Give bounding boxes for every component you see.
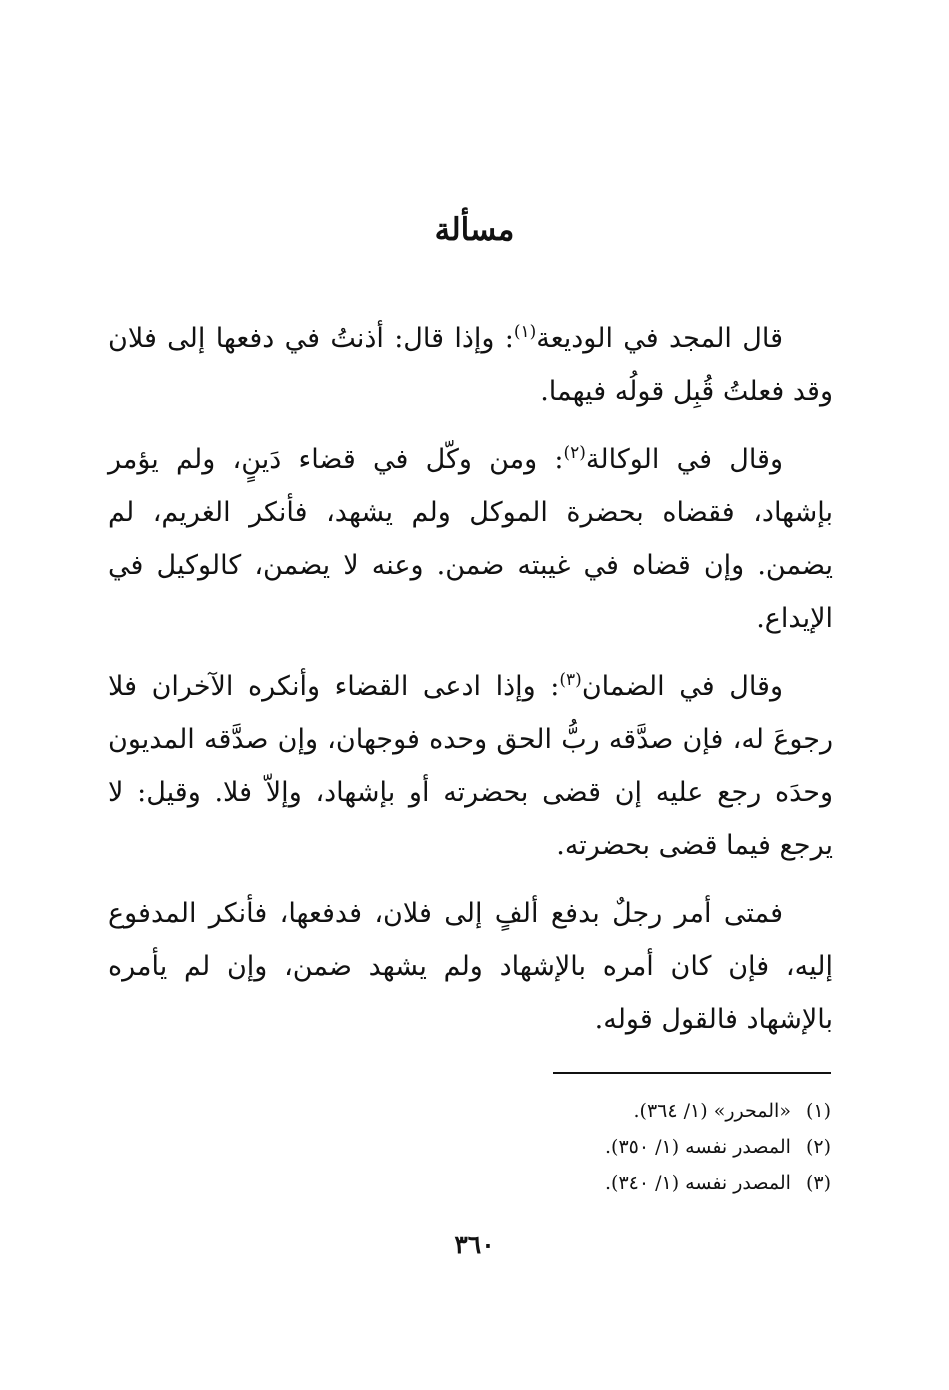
paragraph-wakalah	[108, 433, 833, 645]
paragraph-text: : ومن وكّل في قضاء دَينٍ، ولم يؤمر بإشهاد، فقضاه بحضرة الموكل ولم يشهد، فأنكر الغريم، لم يضمن. وإن قضاه في غيبته ضمن. وعنه لا يضمن، كالوكيل في الإيداع.	[108, 444, 833, 634]
footnote-number: (٣)	[805, 1172, 831, 1194]
footnote-marker-3[interactable]: (٣)	[559, 670, 582, 690]
footnote-marker-1[interactable]: (١)	[513, 322, 537, 342]
body-text	[108, 312, 833, 1061]
paragraph-text: قال المجد في الوديعة	[536, 323, 783, 354]
section-title: مسألة	[434, 212, 515, 248]
footnote-marker-2[interactable]: (٢)	[563, 443, 586, 463]
footnote-item	[450, 1093, 831, 1129]
paragraph-text: فمتى أمر رجلٌ بدفع ألفٍ إلى فلان، فدفعها، فأنكر المدفوع إليه، فإن كان أمره بالإشهاد ولم يشهد ضمن، وإن لم يأمره بالإشهاد فالقول قوله.	[108, 898, 833, 1035]
paragraph-daman	[108, 660, 833, 872]
page-number: ٣٦٠	[454, 1230, 495, 1259]
footnote-number: (١)	[805, 1100, 831, 1122]
footnote-divider	[553, 1072, 831, 1074]
footnote-item	[450, 1165, 831, 1201]
footnote-text: «المحرر» (١/ ٣٦٤).	[633, 1100, 791, 1122]
paragraph-wadiah	[108, 312, 833, 418]
footnote-text: المصدر نفسه (١/ ٣٤٠).	[604, 1172, 791, 1194]
footnote-item	[450, 1129, 831, 1165]
paragraph-text: : وإذا قال: أذنتُ في دفعها إلى فلان وقد فعلتُ قُبِل قولُه فيهما.	[108, 323, 833, 407]
paragraph-payment	[108, 887, 833, 1046]
footnote-number: (٢)	[805, 1136, 831, 1158]
paragraph-text: وقال في الوكالة	[585, 444, 784, 475]
paragraph-text: : وإذا ادعى القضاء وأنكره الآخران فلا رجوعَ له، فإن صدَّقه ربُّ الحق وحده فوجهان، وإن صدَّقه المديون وحدَه رجع عليه إن قضى بحضرته أو بإشهاد، وإلاّ فلا. وقيل: لا يرجع فيما قضى بحضرته.	[108, 671, 833, 861]
paragraph-text: وقال في الضمان	[581, 671, 783, 702]
footnotes	[450, 1093, 831, 1201]
footnote-text: المصدر نفسه (١/ ٣٥٠).	[604, 1136, 791, 1158]
